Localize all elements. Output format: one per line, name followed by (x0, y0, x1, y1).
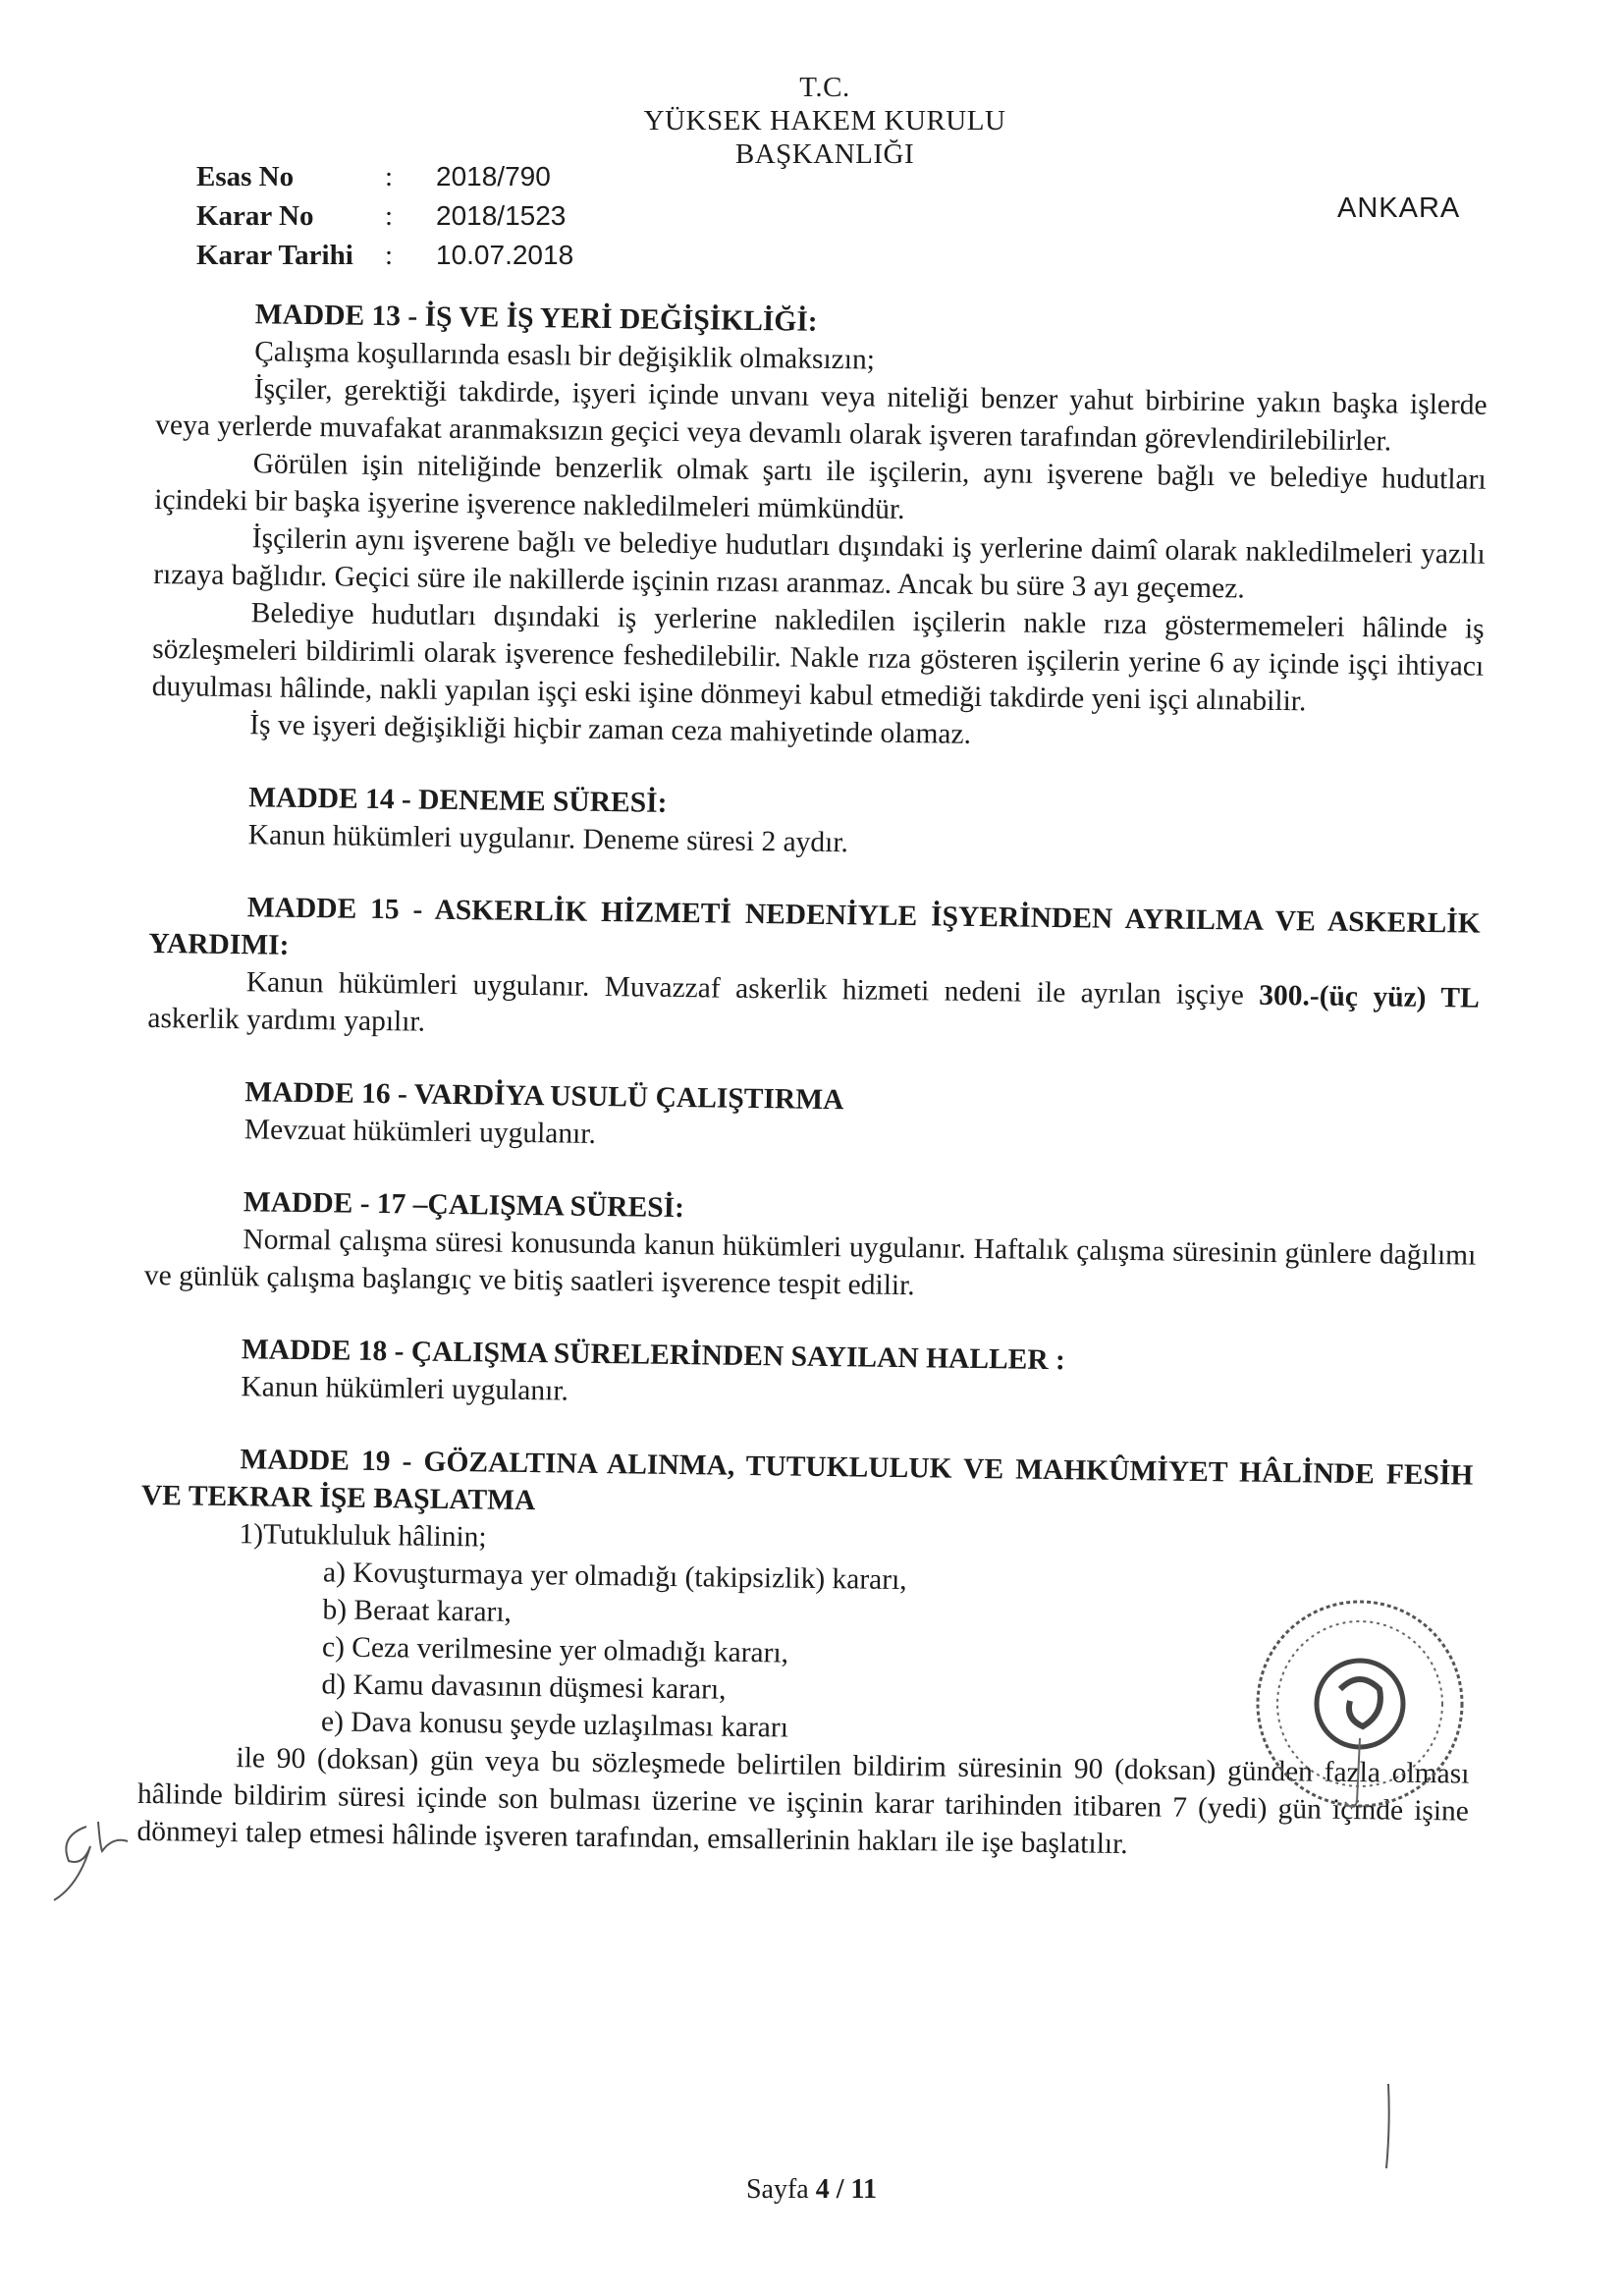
article-title: MADDE 19 - GÖZALTINA ALINMA, TUTUKLULUK VE MAHKÛMİYET HÂLİNDE FESİH VE TEKRAR İŞE BAŞLATMA (140, 1444, 1474, 1517)
list-item: e) Dava konusu şeyde uzlaşılması kararı (320, 1706, 789, 1744)
meta-value: 10.07.2018 (436, 240, 574, 270)
meta-row-tarih (196, 236, 573, 275)
article-paragraph: İşçiler, gerektiği takdirde, işyeri içinde unvanı veya niteliği benzer yahut birbirine yakın başka işlerde veya yerlerde muvafakat aranmaksızın geçici veya devamlı olarak işveren tarafından görevlendirilebilirler. (155, 373, 1488, 458)
article-paragraph: Kanun hükümleri uygulanır. Deneme süresi 2 aydır. (247, 819, 849, 859)
article-13 (151, 295, 1488, 760)
meta-colon: : (385, 240, 394, 271)
meta-label: Esas No (196, 161, 295, 192)
article-paragraph: Çalışma koşullarında esaslı bir değişiklik olmaksızın; (254, 336, 876, 376)
article-title: MADDE 16 - VARDİYA USULÜ ÇALIŞTIRMA (244, 1076, 844, 1117)
article-paragraph: Mevzuat hükümleri uygulanır. (243, 1114, 597, 1150)
page-current: 4 (815, 2174, 830, 2205)
meta-label: Karar No (196, 200, 314, 232)
meta-colon: : (385, 200, 394, 232)
list-item: a) Kovuşturmaya yer olmadığı (takipsizlik) kararı, (322, 1557, 907, 1597)
article-title: MADDE 13 - İŞ VE İŞ YERİ DEĞİŞİKLİĞİ: (254, 299, 818, 338)
article-paragraph: ile 90 (doksan) gün veya bu sözleşmede belirtilen bildirim süresinin 90 (doksan) günden fazla olması hâlinde bildirim süresi içinde son bulması üzerine ve işçinin karar tarihinden itibaren 7 (yedi) gün içinde işine dönmeyi talep etmesi hâlinde işveren tarafından, emsallerinin hakları ile işe başlatılır. (136, 1742, 1470, 1861)
header-office: BAŞKANLIĞI (734, 138, 915, 170)
document-header (550, 71, 1100, 171)
meta-label: Karar Tarihi (196, 240, 353, 271)
list-item: b) Beraat kararı, (322, 1594, 513, 1628)
page-footer (0, 2174, 1623, 2206)
city-label: ANKARA (1337, 192, 1461, 224)
meta-value: 2018/790 (436, 161, 551, 191)
paragraph-text: askerlik yardımı yapılır. (147, 1002, 426, 1038)
article-title: MADDE - 17 –ÇALIŞMA SÜRESİ: (243, 1186, 685, 1225)
header-institution: YÜKSEK HAKEM KURULU (643, 105, 1006, 137)
article-paragraph: İş ve işyeri değişikliği hiçbir zaman ceza mahiyetinde olamaz. (249, 709, 972, 750)
amount-bold: 300.-(üç yüz) TL (1259, 979, 1480, 1014)
margin-mark-icon (1379, 2082, 1398, 2170)
list-item: d) Kamu davasının düşmesi kararı, (321, 1668, 727, 1706)
article-paragraph: Kanun hükümleri uygulanır. (241, 1371, 569, 1407)
list-item: c) Ceza verilmesine yer olmadığı kararı, (321, 1631, 789, 1669)
article-title: MADDE 15 - ASKERLİK HİZMETİ NEDENİYLE İŞYERİNDEN AYRILMA VE ASKERLİK YARDIMI: (148, 892, 1481, 961)
article-17 (144, 1182, 1477, 1312)
article-title: MADDE 18 - ÇALIŞMA SÜRELERİNDEN SAYILAN HALLER : (241, 1334, 1066, 1377)
signature-icon (39, 1807, 147, 1915)
page-label: Sayfa (745, 2174, 816, 2205)
page-separator: / (829, 2174, 851, 2205)
article-15 (147, 888, 1481, 1055)
article-paragraph: Görülen işin niteliğinde benzerlik olmak şartı ile işçilerin, aynı işverene bağlı ve belediye hudutları içindeki bir başka işyerine işverence nakledilmeleri mümkündür. (154, 448, 1487, 525)
meta-row-esas (196, 157, 573, 196)
meta-value: 2018/1523 (436, 200, 567, 231)
meta-colon: : (385, 161, 394, 192)
article-paragraph: İşçilerin aynı işverene bağlı ve belediye hudutları dışındaki iş yerlerine daimî olarak nakledilmeleri yazılı rızaya bağlıdır. Geçici süre ile nakillerde işçinin rızası aranmaz. Ancak bu süre 3 ayı geçemez. (153, 522, 1486, 605)
page-total: 11 (850, 2174, 877, 2205)
article-paragraph: Belediye hudutları dışındaki iş yerlerine nakledilen işçilerin nakle rıza göstermemeleri hâlinde iş sözleşmeleri bildirimli olarak işverence feshedilebilir. Nakle rıza gösteren işçilerin yerine 6 ay içinde işçi ihtiyacı duyulması hâlinde, nakli yapılan işçi eski işine dönmeyi kabul etmediği takdirde yeni işçi alınabilir. (151, 597, 1485, 718)
meta-row-karar (196, 196, 573, 236)
header-tc: T.C. (799, 72, 850, 103)
paragraph-text: Kanun hükümleri uygulanır. Muvazzaf askerlik hizmeti nedeni ile ayrılan işçiye (245, 966, 1260, 1011)
article-title: MADDE 14 - DENEME SÜRESİ: (248, 782, 668, 819)
official-seal-icon (1247, 1591, 1473, 1817)
article-paragraph: Normal çalışma süresi konusunda kanun hükümleri uygulanır. Haftalık çalışma süresinin günlere dağılımı ve günlük çalışma başlangıç ve bitiş saatleri işverence tespit edilir. (143, 1224, 1477, 1302)
case-meta (196, 157, 573, 275)
article-paragraph: 1)Tutukluluk hâlinin; (239, 1518, 487, 1554)
